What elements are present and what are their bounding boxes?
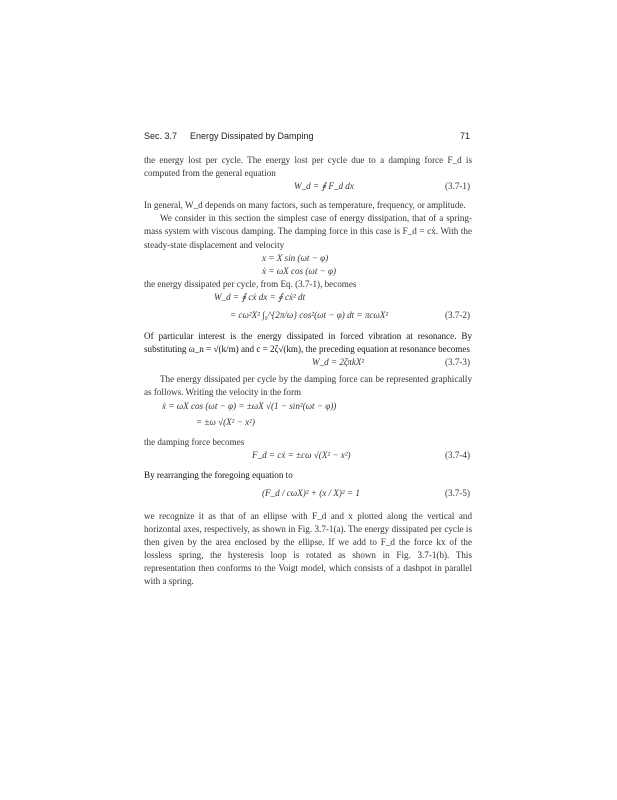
paragraph-damping-force: the damping force becomes <box>144 436 245 447</box>
equation-3-7-3 <box>144 356 472 369</box>
equation-expression: ẋ = ωX cos (ωt − φ) <box>262 265 337 276</box>
equation-expression: = cω²X² ∫₀^{2π/ω} cos²(ωt − φ) dt = πcωX² <box>230 310 389 321</box>
equation-3-7-2 <box>144 304 472 326</box>
equation-expression: W_d = 2ζπkX² <box>312 357 365 368</box>
paragraph-rearranging: By rearranging the foregoing equation to <box>144 469 293 480</box>
equation-number: (3.7-2) <box>445 310 470 321</box>
equation-expression: = ±ω √(X² − x²) <box>196 416 255 427</box>
equation-expression: W_d = ∮ F_d dx <box>294 181 354 192</box>
equation-expression: F_d = cẋ = ±cω √(X² − x²) <box>252 449 351 460</box>
equation-displacement <box>144 252 472 265</box>
equation-velocity-form <box>144 400 472 416</box>
paragraph-energy-dissipated: the energy dissipated per cycle, from Eq. (3.7-1), becomes <box>144 278 357 289</box>
paragraph-graphical: The energy dissipated per cycle by the damping force can be represented graphically as follows. Writing the velocity in the form <box>144 374 472 398</box>
equation-3-7-1 <box>144 180 472 193</box>
paragraph-ellipse: we recognize it as that of an ellipse with F_d and x plotted along the vertical and horizontal axes, respectively, as shown in Fig. 3.7-1(a). The energy dissipated per cycle is then given by the area enclosed by the ellipse. If we add to F_d the force kx of the lossless spring, the hysteresis loop is rotated as shown in Fig. 3.7-1(b). This representation then conforms to the Voigt model, which consists of a dashpot in parallel with a spring. <box>144 510 472 587</box>
section-title: Energy Dissipated by Damping <box>190 131 314 141</box>
paragraph-general: In general, W_d depends on many factors, such as temperature, frequency, or amplitude. <box>144 200 466 211</box>
equation-number: (3.7-4) <box>445 449 470 460</box>
equation-expression: W_d = ∮ cẋ dx = ∮ cẋ² dt <box>214 291 306 302</box>
equation-velocity-simplified <box>144 416 472 432</box>
paragraph-energy-lost: the energy lost per cycle. The energy lost per cycle due to a damping force F_d is computed from the general equation <box>144 155 472 179</box>
equation-3-7-5 <box>144 482 472 504</box>
equation-number: (3.7-3) <box>445 357 470 368</box>
section-number: Sec. 3.7 <box>144 131 178 141</box>
running-header <box>144 131 470 147</box>
equation-velocity <box>144 265 472 278</box>
equation-expression: (F_d / cωX)² + (x / X)² = 1 <box>262 487 360 498</box>
paragraph-resonance: Of particular interest is the energy dissipated in forced vibration at resonance. By substituting ω_n = √(k/m) and c = 2ζ√(km), the preceding equation at resonance becomes <box>144 331 472 355</box>
equation-3-7-4 <box>144 449 472 465</box>
paragraph-viscous-damping: We consider in this section the simplest case of energy dissipation, that of a spring-mass system with viscous damping. The damping force in this case is F_d = cẋ. With the steady-state displacement and velocity <box>144 213 472 250</box>
page-body <box>144 154 472 589</box>
equation-expression: x = X sin (ωt − φ) <box>262 252 329 263</box>
page-number: 71 <box>459 131 470 141</box>
equation-number: (3.7-1) <box>445 181 470 192</box>
equation-number: (3.7-5) <box>445 487 470 498</box>
equation-wd-integral <box>144 291 472 304</box>
equation-expression: ẋ = ωX cos (ωt − φ) = ±ωX √(1 − sin²(ωt − φ)) <box>162 400 337 411</box>
